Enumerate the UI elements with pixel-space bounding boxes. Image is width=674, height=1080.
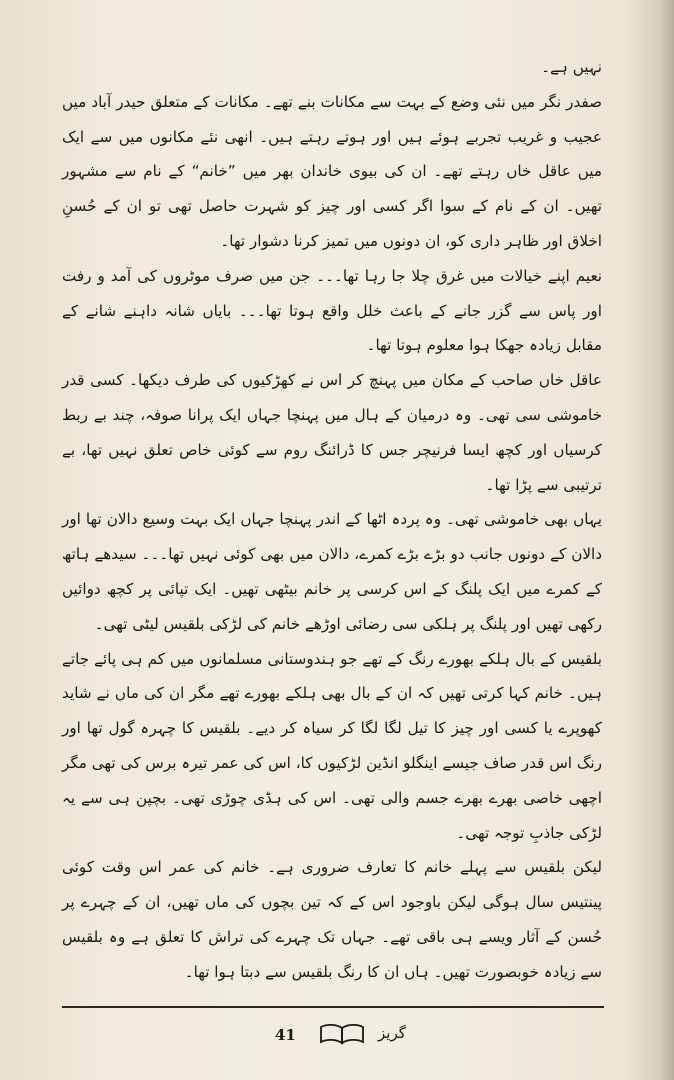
page-number: 41	[275, 1026, 296, 1044]
page-edge-shadow	[660, 0, 674, 1080]
footer-divider	[62, 1006, 604, 1008]
page-footer	[0, 1014, 674, 1054]
open-book-icon	[318, 1023, 366, 1045]
book-title: گریز	[378, 1024, 406, 1042]
paragraph-1: نہیں ہے۔	[541, 58, 602, 76]
paragraph-2: صفدر نگر میں نئی وضع کے بہت سے مکانات بنے تھے۔ مکانات کے متعلق حیدر آباد میں عجیب و غریب تجربے ہوئے ہیں اور ہوتے رہتے ہیں۔ انھی نئے مکانوں میں سے ایک میں عاقل خاں رہتے تھے۔ ان کی بیوی خاندان بھر میں ”خانم“ کے نام سے مشہور تھیں۔ ان کے نام کے سوا اگر کسی اور چیز کو شہرت حاصل تھی تو ان کے حُسنِ اخلاق اور ظاہر داری کو، ان دونوں میں تمیز کرنا دشوار تھا۔	[62, 92, 602, 250]
paragraph-6: بلقیس کے بال ہلکے بھورے رنگ کے تھے جو ہندوستانی مسلمانوں میں کم ہی پائے جاتے ہیں۔ خانم کہا کرتی تھیں کہ ان کے بال بھی ہلکے بھورے تھے مگر ان کی ماں نے شاید کھوپرے یا کسی اور چیز کا تیل لگا لگا کر سیاہ کر دیے۔ بلقیس کا چہرہ گول تھا اور رنگ اس قدر صاف جیسے اینگلو انڈین لڑکیوں کا، اس کی عمر تیرہ برس کی تھی مگر اچھی خاصی بھرے بھرے جسم والی تھی۔ اس کی ہڈی چوڑی تھی۔ بچپن ہی سے یہ لڑکی جاذبِ توجہ تھی۔	[62, 649, 602, 842]
paragraph-7: لیکن بلقیس سے پہلے خانم کا تعارف ضروری ہے۔ خانم کی عمر اس وقت کوئی پینتیس سال ہوگی لیکن باوجود اس کے کہ تین بچوں کی ماں تھیں، ان کے چہرے پر حُسن کے آثار ویسے ہی باقی تھے۔ جہاں تک چہرے کی تراش کا تعلق ہے وہ بلقیس سے زیادہ خوبصورت تھیں۔ ہاں ان کا رنگ بلقیس سے دبتا ہوا تھا۔	[62, 858, 602, 981]
paragraph-5: یہاں بھی خاموشی تھی۔ وہ پردہ اٹھا کے اندر پہنچا جہاں ایک بہت وسیع دالان تھا اور دالان کے دونوں جانب دو بڑے بڑے کمرے، دالان میں بھی کوئی نہیں تھا۔۔۔ سیدھے ہاتھ کے کمرے میں ایک پلنگ کے اس کرسی پر خانم بیٹھی تھیں۔ ایک تپائی پر کچھ دوائیں رکھی تھیں اور پلنگ پر ہلکی سی رضائی اوڑھے خانم کی لڑکی بلقیس لیٹی تھی۔	[62, 510, 602, 633]
paragraph-4: عاقل خاں صاحب کے مکان میں پہنچ کر اس نے کھڑکیوں کی طرف دیکھا۔ کسی قدر خاموشی سی تھی۔ وہ درمیان کے ہال میں پہنچا جہاں ایک پرانا صوفہ، چند بے ربط کرسیاں اور کچھ ایسا فرنیچر جس کا ڈرائنگ روم سے کوئی خاص تعلق نہیں تھا، بے ترتیبی سے پڑا تھا۔	[62, 371, 602, 494]
body-text	[62, 50, 602, 990]
paragraph-3: نعیم اپنے خیالات میں غرق چلا جا رہا تھا۔۔۔ جن میں صرف موٹروں کی آمد و رفت اور پاس سے گزر جانے کے باعث خلل واقع ہوتا تھا۔۔۔ بایاں شانہ داہنے شانے کے مقابل زیادہ جھکا ہوا معلوم ہوتا تھا۔	[62, 266, 602, 355]
